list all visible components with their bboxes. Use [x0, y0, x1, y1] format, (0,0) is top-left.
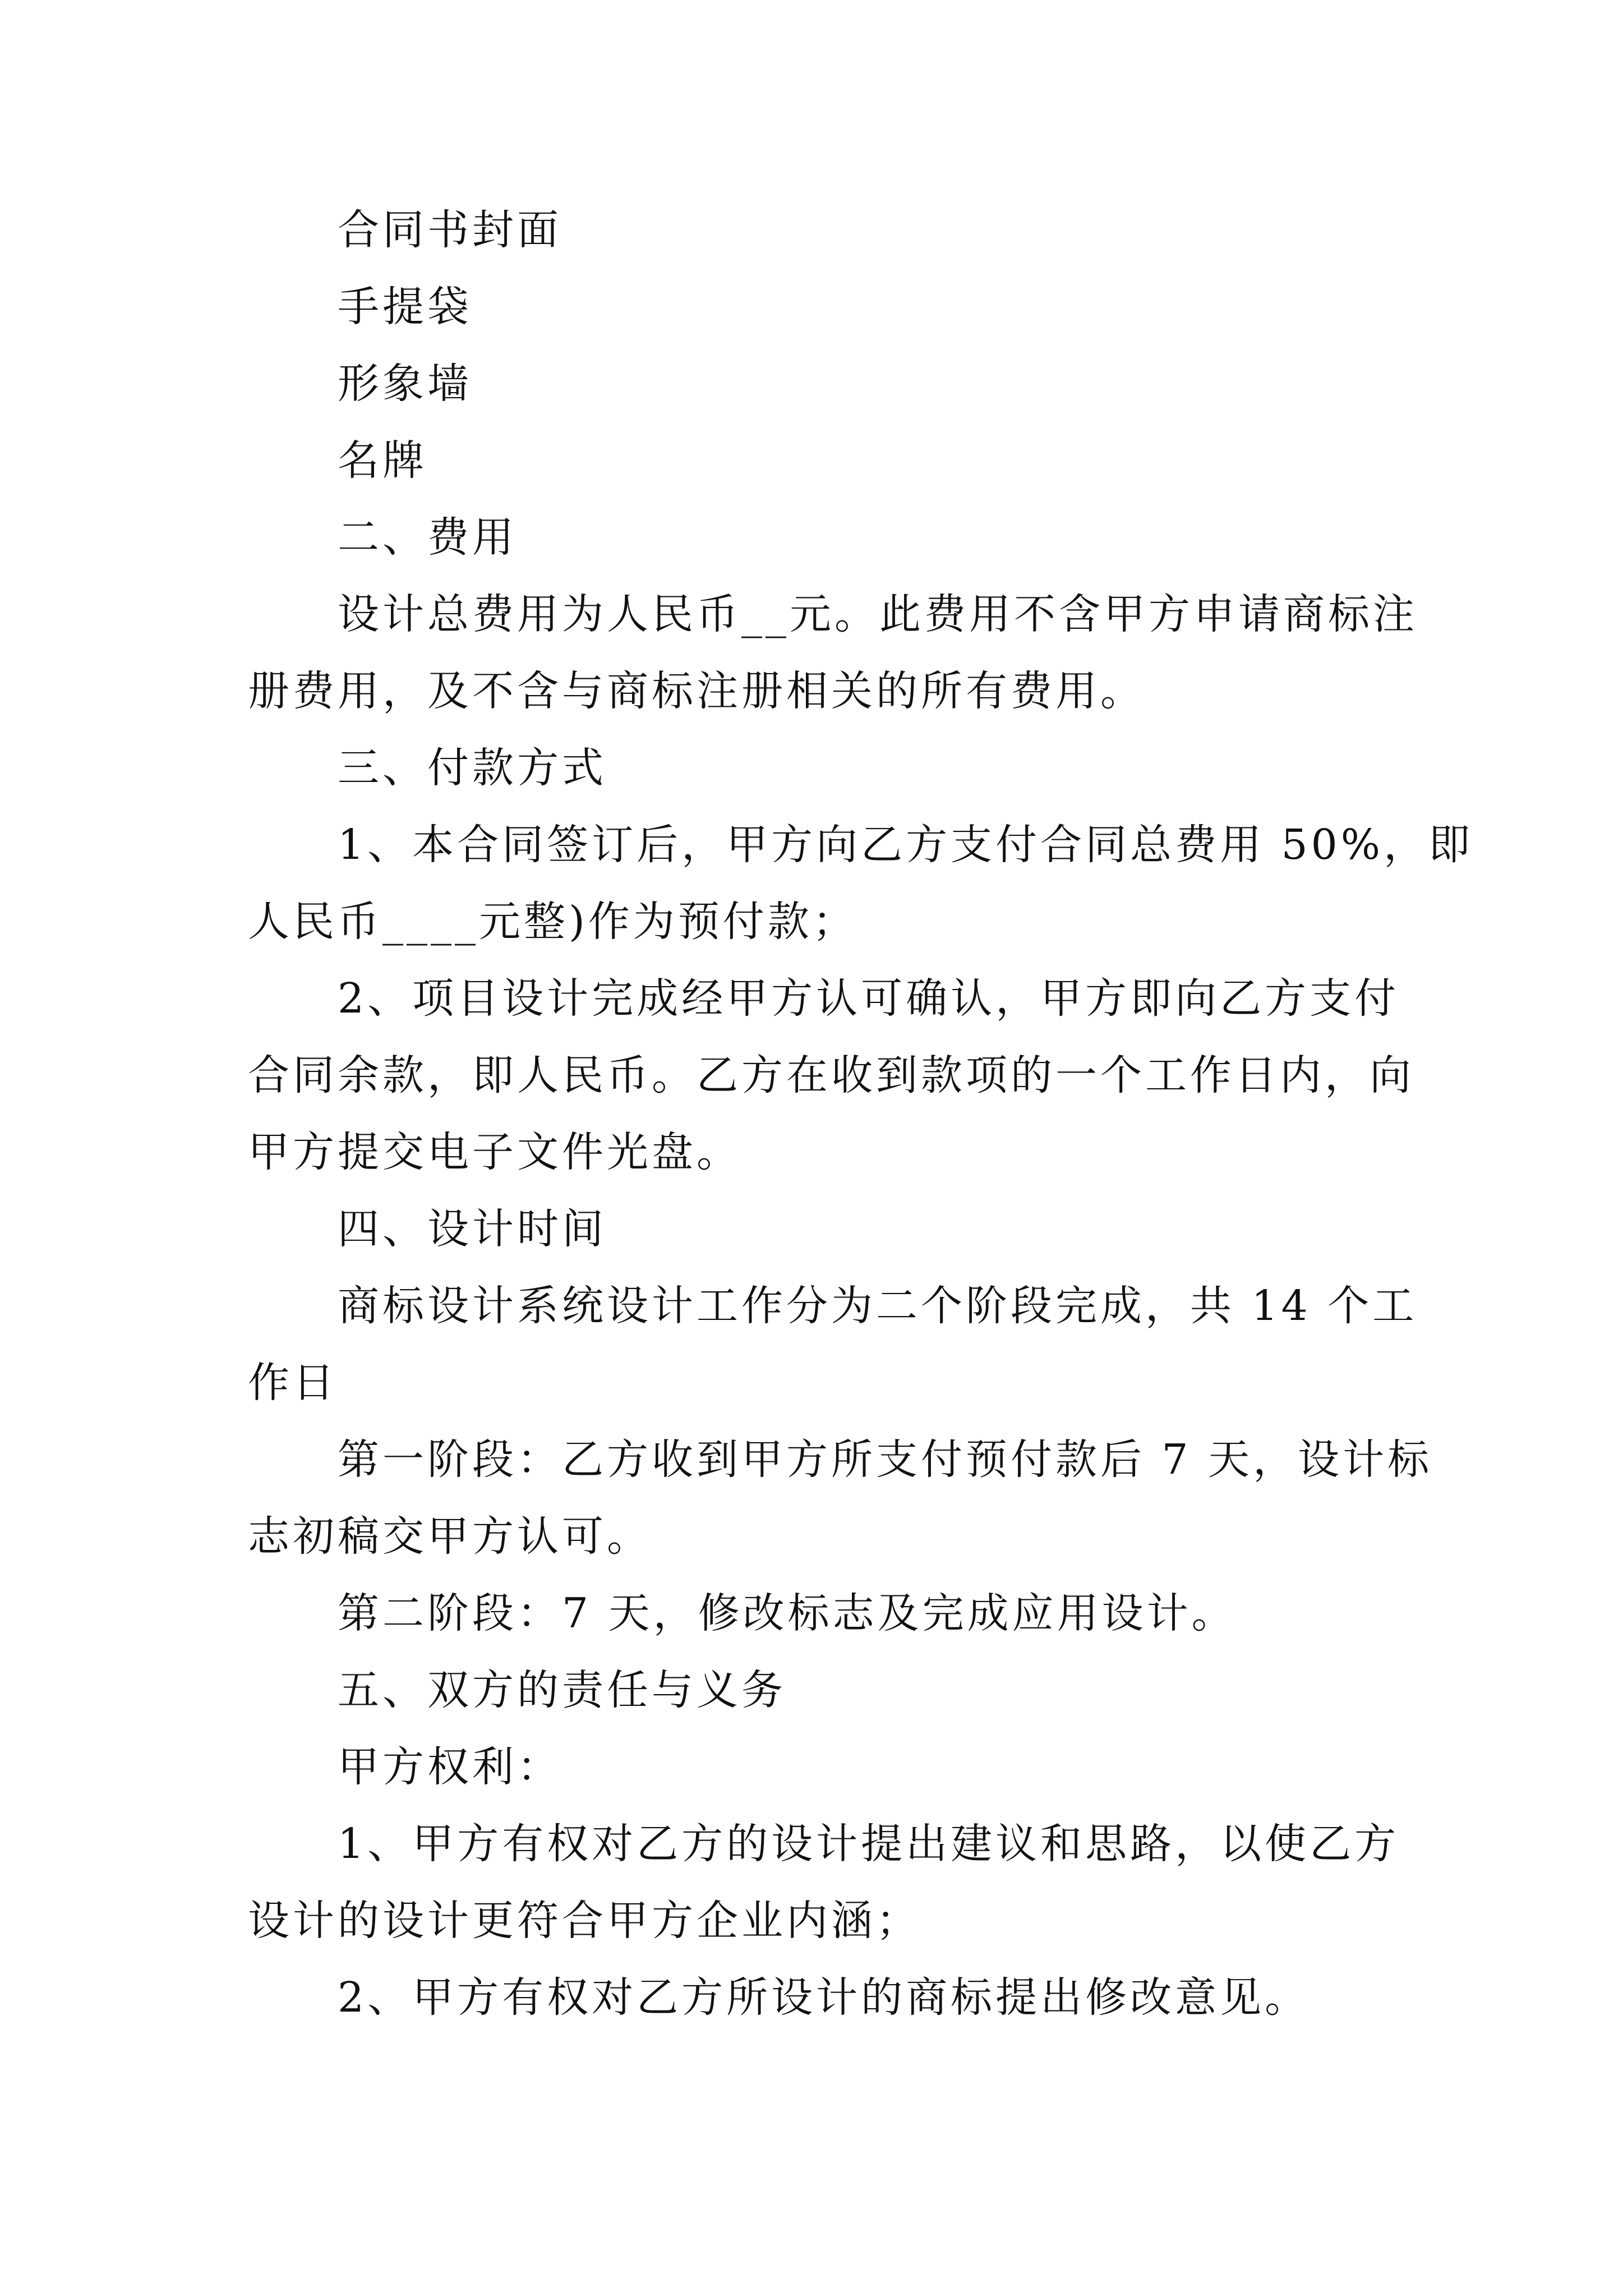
section-heading-fees: 二、费用	[338, 513, 517, 562]
text-line: 手提袋	[338, 283, 472, 331]
section-heading-responsibilities: 五、双方的责任与义务	[338, 1666, 786, 1714]
text-line: 合同书封面	[338, 206, 562, 254]
text-line: 设计的设计更符合甲方企业内涵；	[248, 1897, 921, 1945]
text-line: 作日	[248, 1359, 338, 1407]
subheading-party-a-rights: 甲方权利：	[338, 1743, 562, 1791]
text-line: 2、甲方有权对乙方所设计的商标提出修改意见。	[338, 1973, 1310, 2022]
text-line: 1、甲方有权对乙方的设计提出建议和思路，以使乙方	[338, 1820, 1400, 1868]
text-line: 第一阶段：乙方收到甲方所支付预付款后 7 天，设计标	[338, 1435, 1433, 1484]
text-line: 人民币____元整)作为预付款；	[248, 898, 857, 946]
text-line: 名牌	[338, 436, 427, 485]
text-line: 册费用，及不含与商标注册相关的所有费用。	[248, 667, 1145, 715]
text-line: 1、本合同签订后，甲方向乙方支付合同总费用 50%，即	[338, 821, 1474, 869]
text-line: 第二阶段：7 天，修改标志及完成应用设计。	[338, 1589, 1237, 1637]
text-line: 商标设计系统设计工作分为二个阶段完成，共 14 个工	[338, 1282, 1418, 1330]
text-line: 甲方提交电子文件光盘。	[248, 1128, 741, 1176]
document-body	[248, 192, 1474, 2036]
text-line: 2、项目设计完成经甲方认可确认，甲方即向乙方支付	[338, 974, 1400, 1023]
text-line: 志初稿交甲方认可。	[248, 1512, 652, 1561]
text-line: 形象墙	[338, 360, 472, 408]
text-line: 设计总费用为人民币__元。此费用不含甲方申请商标注	[338, 590, 1418, 638]
text-line: 合同余款，即人民币。乙方在收到款项的一个工作日内，向	[248, 1051, 1414, 1099]
section-heading-payment: 三、付款方式	[338, 744, 607, 792]
section-heading-design-time: 四、设计时间	[338, 1205, 607, 1253]
